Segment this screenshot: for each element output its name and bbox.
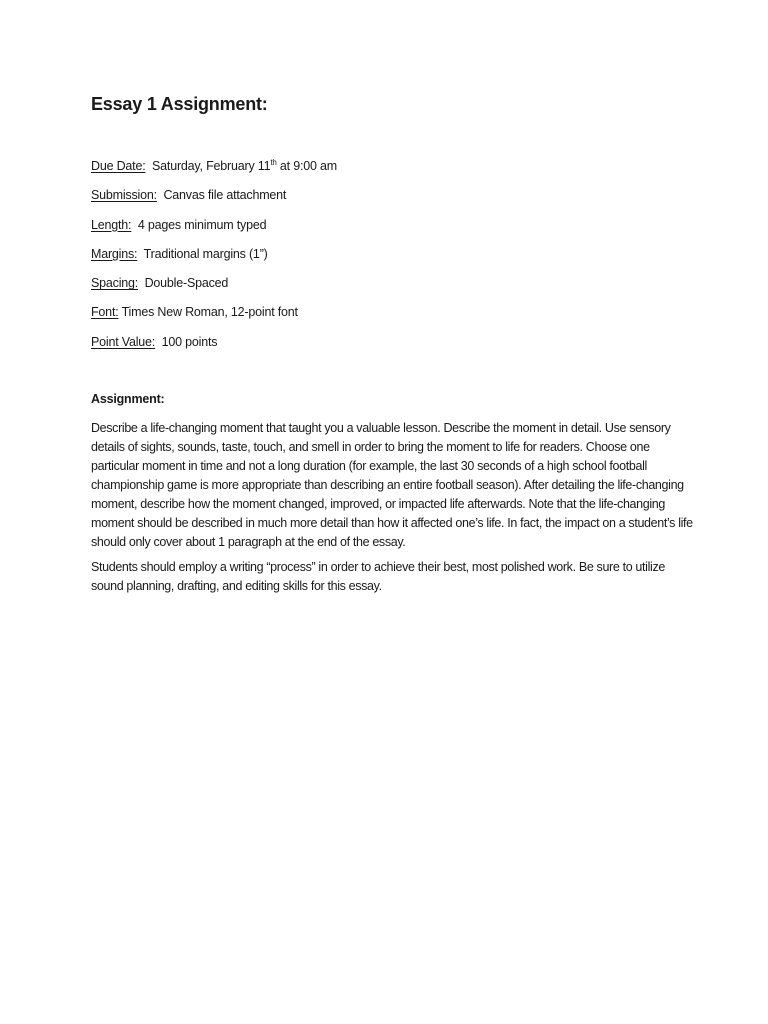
detail-value: Double-Spaced: [144, 276, 229, 291]
detail-label: Due Date:: [91, 159, 146, 173]
detail-label: Font:: [91, 305, 119, 320]
detail-value: 4 pages minimum typed: [137, 217, 267, 232]
detail-point-value: [91, 335, 711, 364]
assignment-paragraph: Describe a life-changing moment that taught you a valuable lesson. Describe the moment in detail. Use sensory details of sights, sounds, taste, touch, and smell in order to bring the moment to life for readers. Choose one particular moment in time and not a long duration (for example, the last 30 seconds of a high school football championship game is more appropriate than describing an entire football season). After detailing the life-changing moment, describe how the moment changed, improved, or impacted life afterwards. Note that the life-changing moment should be described in much more detail than how it affected one’s life. In fact, the impact on a student’s life should only cover about 1 paragraph at the end of the essay.: [91, 421, 693, 549]
detail-label: Spacing:: [91, 276, 139, 291]
detail-value: Times New Roman, 12-point font: [121, 305, 298, 320]
detail-spacing: [91, 276, 711, 305]
detail-due-date: [91, 159, 711, 188]
detail-length: [91, 218, 711, 247]
assignment-heading: Assignment:: [91, 392, 165, 406]
detail-margins: [91, 247, 711, 276]
detail-value: Traditional margins (1”): [143, 246, 268, 261]
detail-value: Canvas file attachment: [163, 188, 287, 203]
detail-value: at 9:00 am: [276, 159, 337, 173]
detail-font: [91, 305, 711, 334]
detail-label: Length:: [91, 217, 132, 232]
assignment-paragraph: Students should employ a writing “process” in order to achieve their best, most polished work. Be sure to utilize sound planning, drafting, and editing skills for this essay.: [91, 560, 665, 593]
detail-value-superscript: th: [270, 157, 277, 167]
document-title: Essay 1 Assignment:: [91, 94, 268, 114]
detail-value: 100 points: [161, 334, 218, 349]
assignment-body: [91, 419, 699, 602]
detail-label: Point Value:: [91, 334, 156, 349]
detail-label: Margins:: [91, 246, 138, 261]
detail-label: Submission:: [91, 188, 157, 203]
assignment-details: [91, 159, 711, 364]
detail-submission: [91, 188, 711, 217]
detail-value: Saturday, February 11: [152, 159, 271, 173]
